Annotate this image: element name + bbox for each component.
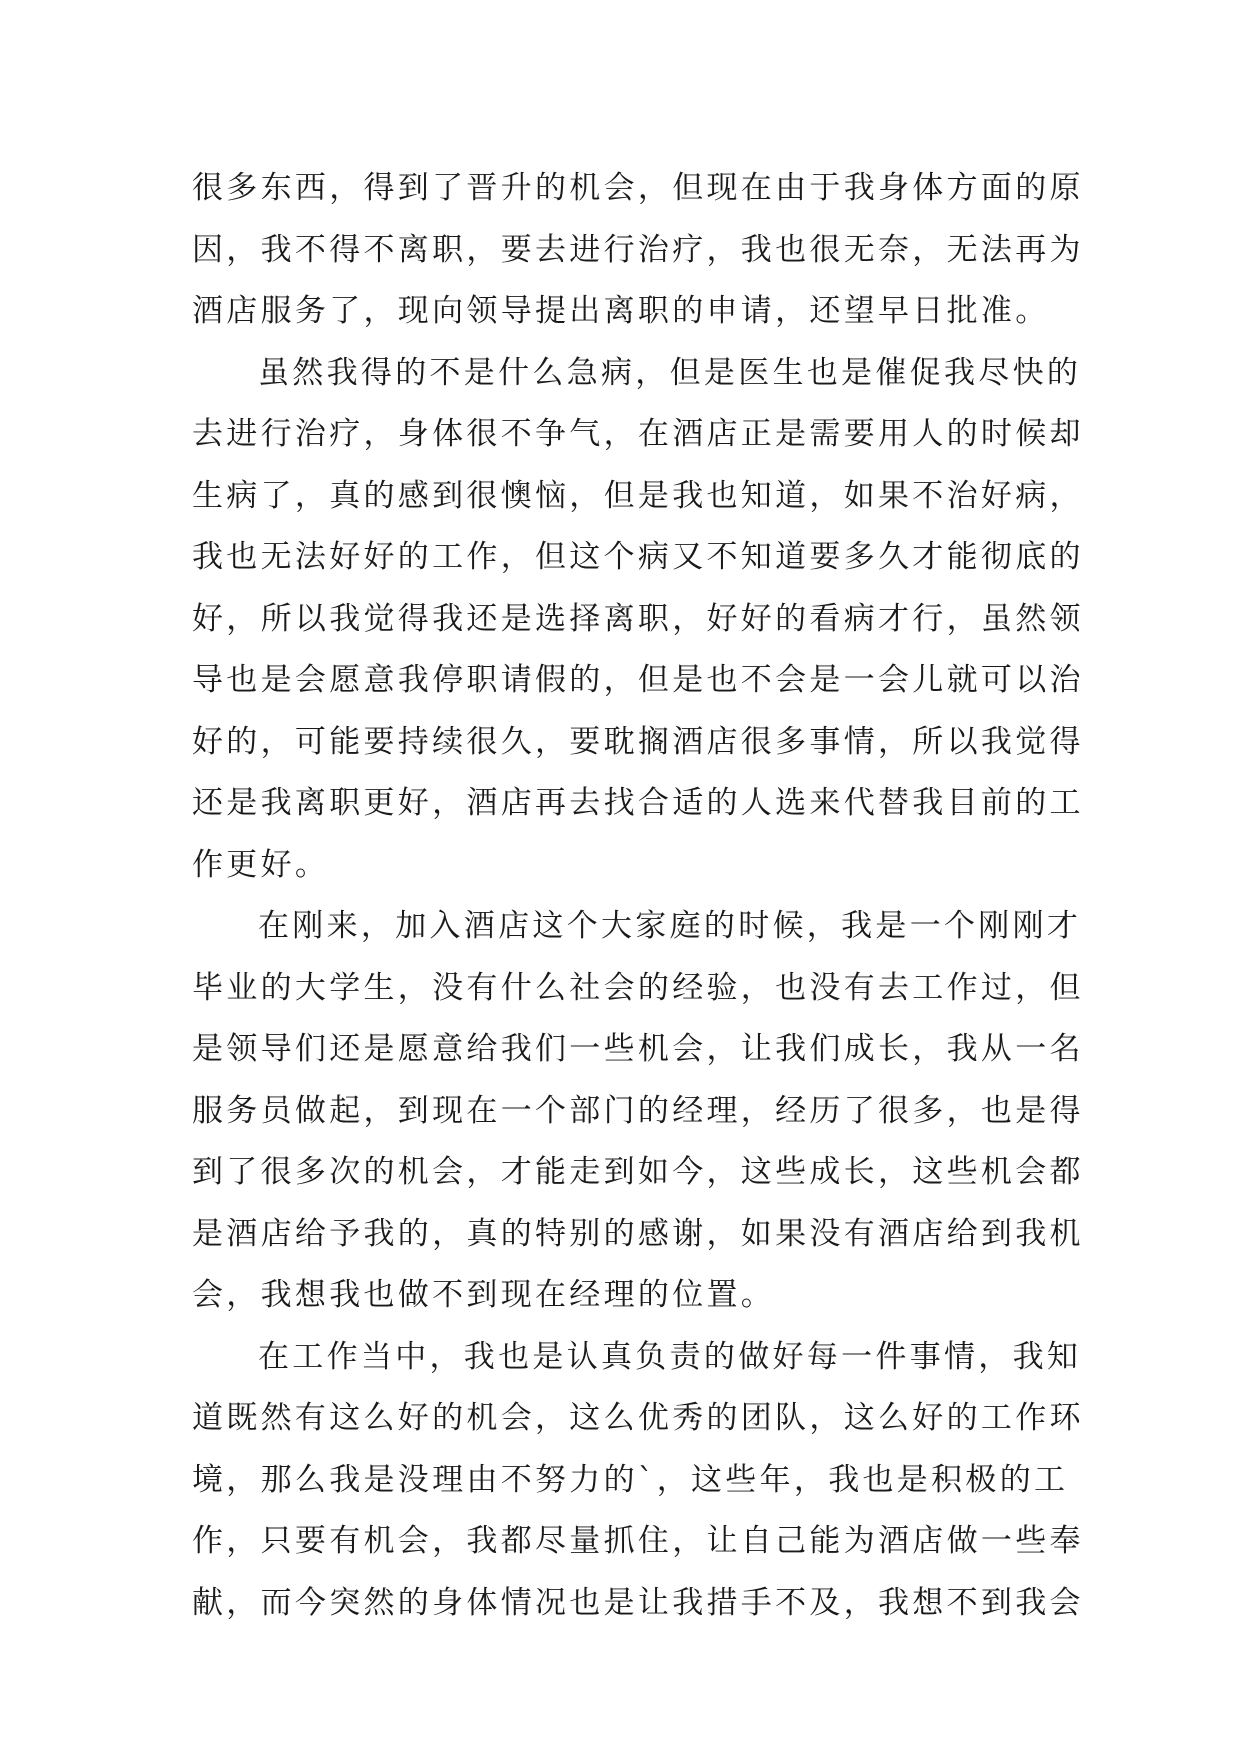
text-line: 境，那么我是没理由不努力的`，这些年，我也是积极的工 — [192, 1461, 1069, 1498]
text-line: 很多东西，得到了晋升的机会，但现在由于我身体方面的原 — [192, 170, 1084, 206]
text-line: 道既然有这么好的机会，这么优秀的团队，这么好的工作环 — [192, 1400, 1084, 1436]
text-line: 虽然我得的不是什么急病，但是医生也是催促我尽快的 — [258, 354, 1082, 391]
text-line: 酒店服务了，现向领导提出离职的申请，还望早日批准。 — [192, 293, 1050, 329]
text-line: 在刚来，加入酒店这个大家庭的时候，我是一个刚刚才 — [258, 908, 1082, 944]
text-line: 是酒店给予我的，真的特别的感谢，如果没有酒店给到我机 — [192, 1215, 1084, 1252]
text-line: 献，而今突然的身体情况也是让我措手不及，我想不到我会 — [192, 1584, 1084, 1621]
text-line: 好的，可能要持续很久，要耽搁酒店很多事情，所以我觉得 — [192, 723, 1084, 760]
text-line: 因，我不得不离职，要去进行治疗，我也很无奈，无法再为 — [192, 231, 1084, 268]
text-line: 作更好。 — [192, 846, 330, 883]
text-line: 去进行治疗，身体很不争气，在酒店正是需要用人的时候却 — [192, 416, 1084, 452]
text-line: 到了很多次的机会，才能走到如今，这些成长，这些机会都 — [192, 1154, 1084, 1190]
text-line: 毕业的大学生，没有什么社会的经验，也没有去工作过，但 — [192, 969, 1084, 1006]
text-line: 是领导们还是愿意给我们一些机会，让我们成长，我从一名 — [192, 1031, 1084, 1067]
text-line: 生病了，真的感到很懊恼，但是我也知道，如果不治好病， — [192, 477, 1084, 514]
text-line: 还是我离职更好，酒店再去找合适的人选来代替我目前的工 — [192, 785, 1084, 821]
text-line: 好，所以我觉得我还是选择离职，好好的看病才行，虽然领 — [192, 600, 1084, 637]
text-line: 我也无法好好的工作，但这个病又不知道要多久才能彻底的 — [192, 539, 1084, 575]
text-line: 服务员做起，到现在一个部门的经理，经历了很多，也是得 — [192, 1092, 1084, 1129]
text-line: 在工作当中，我也是认真负责的做好每一件事情，我知 — [258, 1338, 1082, 1375]
text-line: 会，我想我也做不到现在经理的位置。 — [192, 1277, 776, 1313]
text-line: 导也是会愿意我停职请假的，但是也不会是一会儿就可以治 — [192, 662, 1084, 698]
body-text — [192, 158, 1084, 1634]
text-line: 作，只要有机会，我都尽量抓住，让自己能为酒店做一些奉 — [192, 1523, 1084, 1559]
